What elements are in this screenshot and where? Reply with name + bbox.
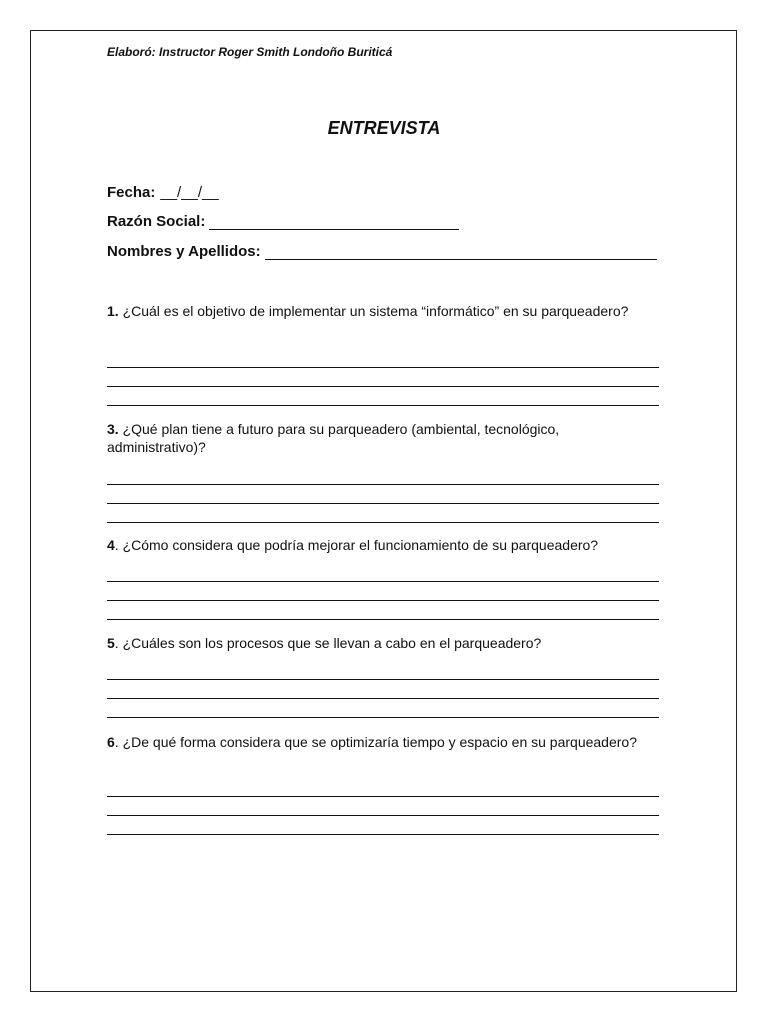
answer-line[interactable] (107, 717, 659, 718)
answer-line[interactable] (107, 600, 659, 601)
answer-line[interactable] (107, 679, 659, 680)
full-name-field (107, 243, 657, 260)
question-5 (107, 634, 659, 652)
company-name-blank[interactable] (209, 213, 459, 230)
page-title: ENTREVISTA (327, 118, 441, 138)
question-4 (107, 536, 659, 554)
date-value: __/__/__ (160, 184, 219, 201)
question-1 (107, 302, 659, 320)
company-name-label: Razón Social: (107, 213, 206, 230)
answer-line[interactable] (107, 484, 659, 485)
question-number: 4 (107, 537, 115, 553)
answer-line[interactable] (107, 796, 659, 797)
full-name-blank[interactable] (265, 243, 657, 260)
question-number: 5 (107, 635, 115, 651)
question-text: . ¿Cuáles son los procesos que se llevan a cabo en el parqueadero? (114, 635, 542, 651)
question-number: 1. (107, 303, 119, 319)
question-3 (107, 420, 659, 456)
date-label: Fecha: (107, 184, 156, 201)
answer-line[interactable] (107, 503, 659, 504)
answer-line[interactable] (107, 815, 659, 816)
question-text: ¿Cuál es el objetivo de implementar un sistema “informático” en su parqueadero? (118, 303, 629, 319)
question-text: ¿Qué plan tiene a futuro para su parqueadero (ambiental, tecnológico, administrativo)? (107, 421, 560, 455)
question-text: . ¿De qué forma considera que se optimizaría tiempo y espacio en su parqueadero? (114, 734, 637, 750)
answer-line[interactable] (107, 386, 659, 387)
question-number: 6 (107, 734, 115, 750)
question-text: . ¿Cómo considera que podría mejorar el funcionamiento de su parqueadero? (114, 537, 599, 553)
answer-line[interactable] (107, 367, 659, 368)
answer-line[interactable] (107, 405, 659, 406)
answer-line[interactable] (107, 619, 659, 620)
page-frame (30, 30, 737, 992)
date-field (107, 184, 219, 201)
answer-line[interactable] (107, 834, 659, 835)
company-name-field (107, 213, 459, 230)
answer-line[interactable] (107, 522, 659, 523)
question-6 (107, 733, 659, 751)
question-number: 3. (107, 421, 119, 437)
answer-line[interactable] (107, 581, 659, 582)
full-name-label: Nombres y Apellidos: (107, 243, 261, 260)
answer-line[interactable] (107, 698, 659, 699)
author-line: Elaboró: Instructor Roger Smith Londoño Buriticá (107, 45, 393, 59)
